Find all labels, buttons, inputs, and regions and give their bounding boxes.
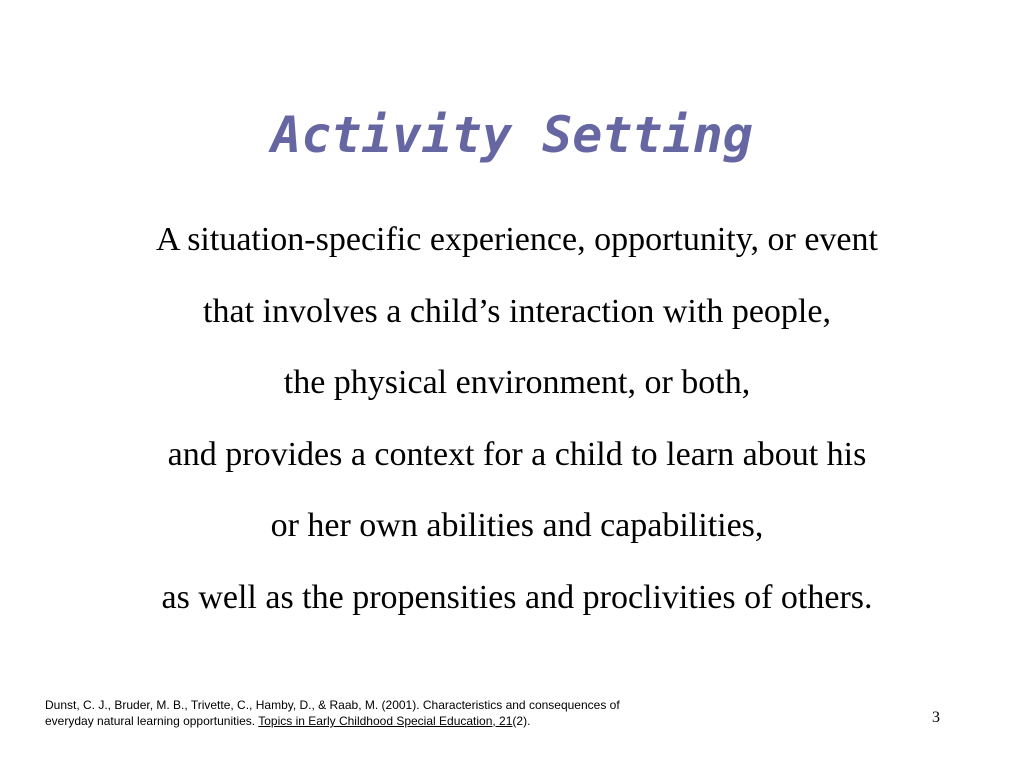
citation-line-1: Dunst, C. J., Bruder, M. B., Trivette, C., Hamby, D., & Raab, M. (2001). Characteristics and consequences of: [45, 698, 620, 712]
citation-line-2: everyday natural learning opportunities.: [45, 714, 259, 728]
slide-title: Activity Setting: [271, 106, 753, 164]
definition-line-2: that involves a child’s interaction with people,: [203, 292, 831, 330]
citation-issue: (2).: [512, 714, 531, 728]
definition-text: [40, 212, 994, 641]
citation: [45, 697, 805, 729]
definition-line-5: or her own abilities and capabilities,: [270, 507, 764, 544]
citation-journal: Topics in Early Childhood Special Education, 21: [258, 714, 513, 728]
page-number: 3: [932, 709, 940, 726]
definition-line-3: the physical environment, or both,: [283, 364, 751, 401]
definition-line-1: A situation-specific experience, opportunity, or event: [156, 221, 878, 258]
definition-line-4: and provides a context for a child to learn about his: [167, 435, 867, 473]
definition-line-6: as well as the propensities and proclivities of others.: [161, 578, 873, 616]
